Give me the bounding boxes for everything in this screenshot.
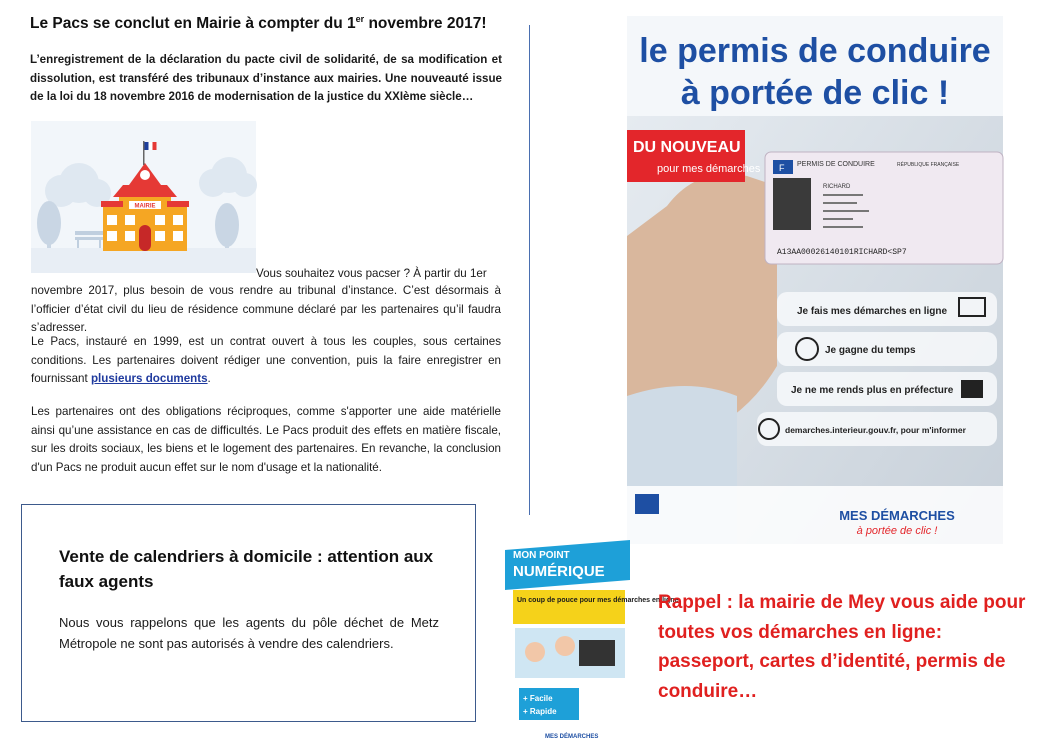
mairie-sign: MAIRIE [134,203,156,210]
svg-text:F: F [779,163,785,173]
pacs-paragraph-1: novembre 2017, plus besoin de vous rendre au tribunal d’instance. C’est désormais à l’officier d’état civil du lieu de résidence commune déclaré par les partenaires qu’il faudra s’adresser. [31,284,501,334]
svg-text:RICHARD: RICHARD [823,184,851,190]
column-divider [529,25,530,515]
calendriers-title: Vente de calendriers à domicile : attention aux faux agents [59,547,434,591]
permis-headline-1: le permis de conduire [639,32,991,70]
mon-point-numerique-poster [505,540,679,750]
svg-text:Je ne me rends plus en préfect: Je ne me rends plus en préfecture [791,385,954,396]
permis-item-online [777,292,997,326]
pacs-article-title: Le Pacs se conclut en Mairie à compter du 1er novembre 2017! [30,14,487,33]
permis-headline-2: à portée de clic ! [680,74,950,112]
numerique-rapide: + Rapide [523,707,557,716]
numerique-title-1: MON POINT [513,550,570,561]
svg-text:demarches.interieur.gouv.fr, p: demarches.interieur.gouv.fr, pour m'informer [785,425,966,435]
driving-licence-card [765,152,1003,264]
permis-item-prefecture [777,372,997,406]
permis-item-info [757,412,997,446]
permis-de-conduire-poster [627,16,1003,544]
svg-text:Je fais mes démarches en ligne: Je fais mes démarches en ligne [797,306,948,317]
svg-text:RÉPUBLIQUE FRANÇAISE: RÉPUBLIQUE FRANÇAISE [897,162,960,168]
svg-text:PERMIS DE CONDUIRE: PERMIS DE CONDUIRE [797,161,875,168]
marianne-logo [635,494,659,514]
numerique-title-2: NUMÉRIQUE [513,563,605,580]
pacs-paragraph-3: Les partenaires ont des obligations réciproques, comme s'apporter une aide matérielle ainsi qu’une assistance en cas de difficultés. Le Pacs produit des effets en matière fiscale, sur les droits sociaux, les biens et le logement des partenaires. En revanche, la conclusion d'un Pacs ne produit aucun effet sur le nom d'usage et la nationalité. [31,405,501,474]
a-portee-de-clic-logo: à portée de clic ! [856,525,938,537]
permis-item-temps [777,332,997,366]
badge-demarches: pour mes démarches [657,163,761,175]
rappel-mairie-text: Rappel : la mairie de Mey vous aide pour toutes vos démarches en ligne: passeport, cartes d’identité, permis de conduire… [658,592,1026,702]
pacs-paragraph-1-lead: Vous souhaitez vous pacser ? À partir du 1er [256,267,487,280]
mairie-illustration [31,121,256,273]
mes-demarches-logo: MES DÉMARCHES [839,508,955,523]
badge-nouveau: DU NOUVEAU [633,139,741,156]
pacs-intro: L’enregistrement de la déclaration du pacte civil de solidarité, de sa modification et dissolution, est transféré des tribunaux d’instance aux mairies. Une nouveauté issue de la loi du 18 novembre 2016 de modernisation de la justice du XXIème siècle… [30,53,502,103]
numerique-facile: + Facile [523,694,553,703]
numerique-logo: MES DÉMARCHES [545,734,599,740]
prefecture-icon [961,380,983,398]
numerique-banner: Un coup de pouce pour mes démarches en ligne [517,597,679,604]
plusieurs-documents-link[interactable]: plusieurs documents [90,372,208,385]
svg-text:Je gagne du temps: Je gagne du temps [825,345,916,356]
svg-text:A13AA00026140101RICHARD<SP7: A13AA00026140101RICHARD<SP7 [777,248,907,257]
calendriers-body: Nous vous rappelons que les agents du pôle déchet de Metz Métropole ne sont pas autorisés à vendre des calendriers. [59,615,439,651]
pacs-paragraph-2: Le Pacs, instauré en 1999, est un contrat ouvert à tous les couples, sous certaines conditions. Les partenaires doivent rédiger une convention, puis la faire enregistrer en fournissant plusieurs documents. [31,335,501,385]
